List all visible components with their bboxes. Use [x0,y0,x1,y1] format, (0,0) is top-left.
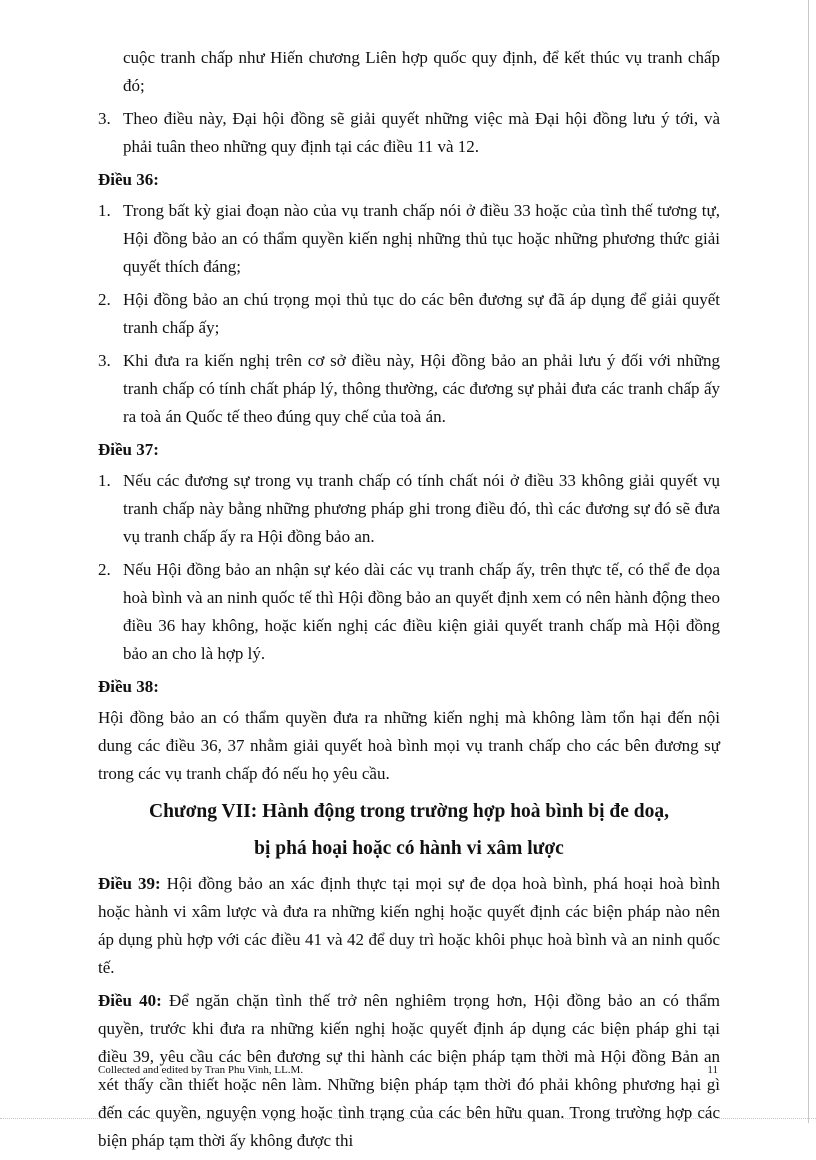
article-36-list [98,197,720,431]
article-36-heading: Điều 36: [98,170,159,189]
list-item-text: Trong bất kỳ giai đoạn nào của vụ tranh chấp nói ở điều 33 hoặc của tình thế tương tự, Hội đồng bảo an có thẩm quyền kiến nghị những thủ tục hoặc những phương thức giải quyết thích đáng; [123,201,720,276]
list-item-text: Theo điều này, Đại hội đồng sẽ giải quyết những việc mà Đại hội đồng lưu ý tới, và phải tuân theo những quy định tại các điều 11 và 12. [123,109,720,156]
list-item [98,197,720,281]
list-number: 1. [98,471,111,490]
page-number: 11 [707,1064,718,1076]
article-38-text: Hội đồng bảo an có thẩm quyền đưa ra những kiến nghị mà không làm tổn hại đến nội dung các điều 36, 37 nhằm giải quyết hoà bình mọi vụ tranh chấp cho các bên đương sự trong các vụ tranh chấp đó nếu họ yêu cầu. [98,708,720,783]
list-number: 3. [98,351,111,370]
list-item-text: Nếu các đương sự trong vụ tranh chấp có tính chất nói ở điều 33 không giải quyết vụ tranh chấp này bằng những phương pháp ghi trong điều đó, thì các đương sự đó sẽ đưa vụ tranh chấp ấy ra Hội đồng bảo an. [123,471,720,546]
article-39-text: Hội đồng bảo an xác định thực tại mọi sự đe dọa hoà bình, phá hoại hoà bình hoặc hành vi xâm lược và đưa ra những kiến nghị hoặc quyết định các biện pháp nào nên áp dụng phù hợp với các điều 41 và 42 để duy trì hoặc khôi phục hoà bình và an ninh quốc tế. [98,874,720,977]
article-40-label: Điều 40: [98,991,162,1010]
list-number: 2. [98,290,111,309]
article-39-label: Điều 39: [98,874,161,893]
list-item [98,347,720,431]
article-35-item-3 [98,105,720,161]
list-number: 2. [98,560,111,579]
chapter-title-line-2: bị phá hoại hoặc có hành vi xâm lược [254,838,564,859]
list-item [98,286,720,342]
chapter-title [98,793,720,867]
list-item-text: Nếu Hội đồng bảo an nhận sự kéo dài các vụ tranh chấp ấy, trên thực tế, có thể đe dọa hoà bình và an ninh quốc tế thì Hội đồng bảo an quyết định xem có nên hành động theo điều 36 hay không, hoặc kiến nghị các điều kiện giải quyết tranh chấp mà Hội đồng bảo an cho là hợp lý. [123,560,720,663]
article-37-heading: Điều 37: [98,440,159,459]
chapter-title-line-1: Chương VII: Hành động trong trường hợp hoà bình bị đe doạ, [149,801,669,822]
footer-credit: Collected and edited by Tran Phu Vinh, LL.M. [98,1064,304,1076]
list-number: 3. [98,109,111,128]
list-item-text: Hội đồng bảo an chú trọng mọi thủ tục do các bên đương sự đã áp dụng để giải quyết tranh chấp ấy; [123,290,720,337]
article-39 [98,870,720,982]
article-38-heading: Điều 38: [98,677,159,696]
list-item [98,467,720,551]
article-37-list [98,467,720,668]
page-content [98,44,720,1160]
list-item-text: Khi đưa ra kiến nghị trên cơ sở điều này, Hội đồng bảo an phải lưu ý đối với những tranh chấp có tính chất pháp lý, thông thường, các đương sự phải đưa các tranh chấp ấy ra toà án Quốc tế theo đúng quy chế của toà án. [123,351,720,426]
page-edge-right [808,0,809,1123]
page-footer [98,1062,720,1078]
list-number: 1. [98,201,111,220]
list-item [98,556,720,668]
article-35-continuation: cuộc tranh chấp như Hiến chương Liên hợp quốc quy định, để kết thúc vụ tranh chấp đó; [123,48,720,95]
article-40-text: Để ngăn chặn tình thế trở nên nghiêm trọng hơn, Hội đồng bảo an có thẩm quyền, trước khi đưa ra những kiến nghị hoặc quyết định áp dụng các biện pháp ghi tại điều 39, yêu cầu các bên đương sự thi hành các biện pháp tạm thời mà Hội đồng Bản an xét thấy cần thiết hoặc nên làm. Những biện pháp tạm thời đó phải không phương hại gì đến các quyền, nguyện vọng hoặc tình trạng của các bên hữu quan. Trong trường hợp các biện pháp tạm thời ấy không được thi [98,991,720,1150]
